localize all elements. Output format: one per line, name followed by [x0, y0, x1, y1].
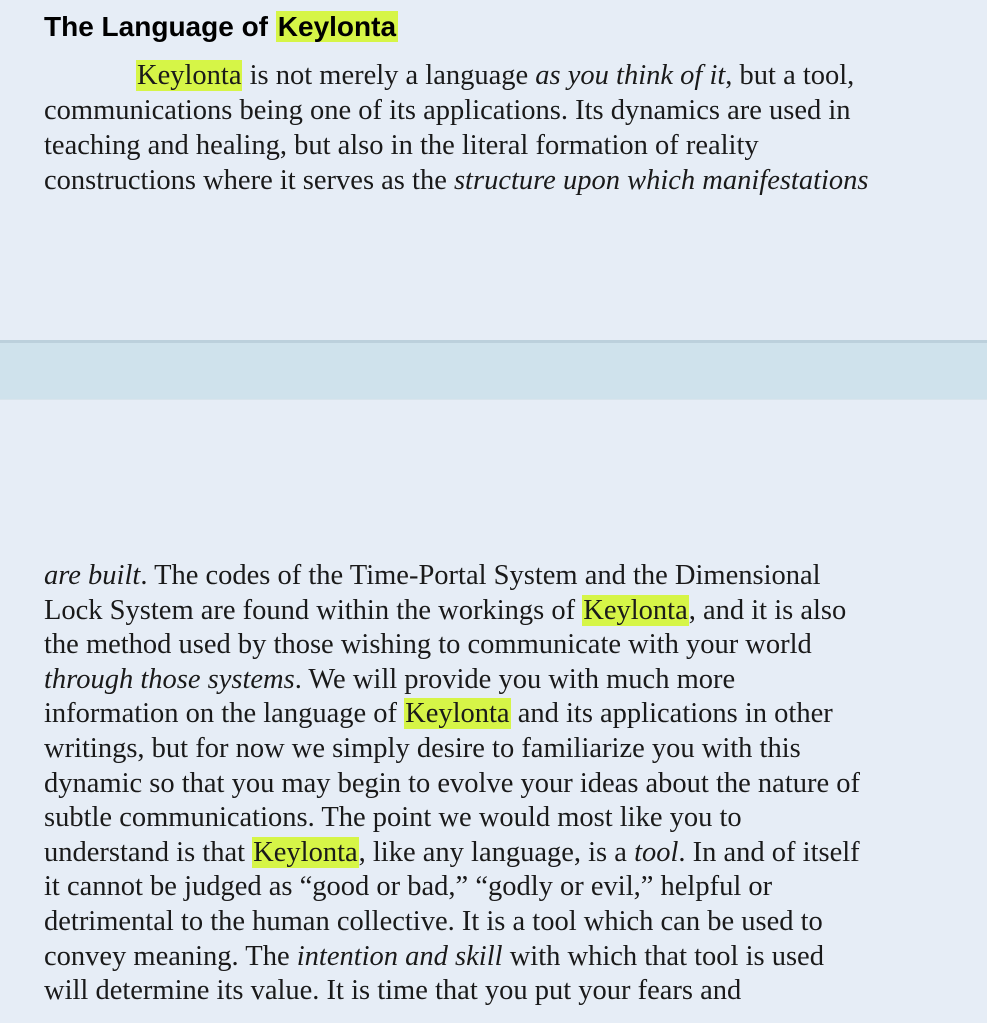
italic-text: as you think of it [535, 60, 726, 91]
text-line [44, 905, 964, 940]
text-line [44, 559, 964, 594]
document-page-2 [0, 400, 987, 1023]
text-line [44, 836, 964, 871]
text-run: is not merely a language [242, 60, 536, 91]
body-paragraph-continued [44, 559, 964, 1009]
text-run: . The codes of the Time-Portal System and the Dimensional [140, 560, 821, 591]
document-page-1 [0, 0, 987, 340]
text-run: and its applications in other [510, 698, 833, 730]
text-run: will determine its value. It is time that you put your fears and [44, 975, 742, 1007]
text-line [44, 974, 964, 1009]
text-run: it cannot be judged as “good or bad,” “godly or evil,” helpful or [44, 871, 773, 903]
text-run: the method used by those wishing to communicate with your world [44, 629, 812, 661]
text-run: information on the language of [44, 698, 405, 730]
text-line [44, 940, 964, 975]
text-line [44, 767, 964, 802]
italic-text: intention and skill [296, 940, 503, 972]
highlighted-term: Keylonta [405, 698, 510, 730]
text-run: dynamic so that you may begin to evolve your ideas about the nature of [44, 767, 860, 799]
text-line [44, 58, 964, 93]
text-line [44, 663, 964, 698]
text-run: with which that tool is used [502, 940, 824, 972]
text-run: . In and of itself [678, 836, 860, 868]
body-paragraph [44, 58, 964, 198]
text-run: . We will provide you with much more [294, 663, 736, 695]
text-run: teaching and healing, but also in the literal formation of reality [44, 130, 759, 161]
text-line [44, 163, 964, 198]
text-line [44, 128, 964, 163]
text-run: Lock System are found within the workings of [44, 594, 583, 626]
highlighted-term: Keylonta [137, 60, 242, 91]
text-run: detrimental to the human collective. It is a tool which can be used to [44, 905, 823, 937]
highlighted-term: Keylonta [277, 11, 397, 42]
text-line [44, 697, 964, 732]
text-line [44, 93, 964, 128]
text-run: , like any language, is a [358, 836, 635, 868]
text-line [44, 628, 964, 663]
text-line [44, 870, 964, 905]
text-line [44, 801, 964, 836]
italic-text: tool [634, 836, 679, 868]
text-run: , but a tool, [725, 60, 855, 91]
text-line [44, 732, 964, 767]
highlighted-term: Keylonta [583, 594, 688, 626]
text-line [44, 594, 964, 629]
heading-text: The Language of [44, 11, 276, 42]
text-run: communications being one of its applications. Its dynamics are used in [44, 95, 851, 126]
text-run: convey meaning. The [44, 940, 297, 972]
text-run: subtle communications. The point we would most like you to [44, 802, 742, 834]
highlighted-term: Keylonta [253, 836, 358, 868]
text-run: writings, but for now we simply desire to familiarize you with this [44, 732, 801, 764]
text-run: constructions where it serves as the [44, 165, 454, 196]
text-run: , and it is also [688, 594, 847, 626]
italic-text: structure upon which manifestations [453, 165, 869, 196]
page-separator [0, 340, 987, 400]
italic-text: through those systems [44, 663, 295, 695]
text-run: understand is that [44, 836, 253, 868]
italic-text: are built [44, 560, 141, 591]
section-heading [44, 8, 398, 46]
